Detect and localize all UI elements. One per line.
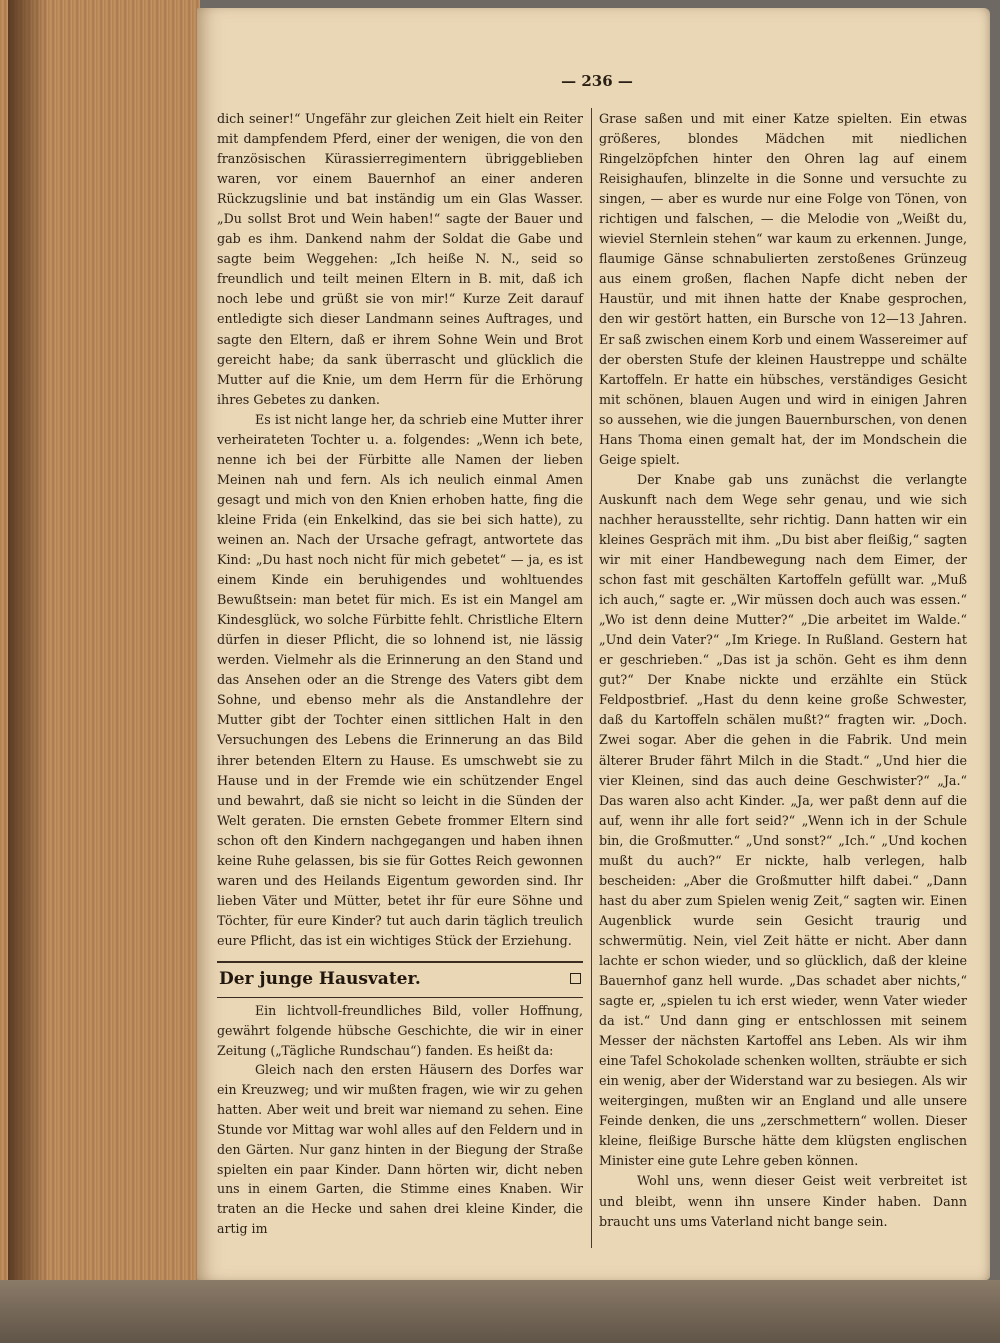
paragraph: Ein lichtvoll-freundliches Bild, voller Hoffnung, gewährt folgende hübsche Geschichte, die wir in einer Zeitung („Tägliche Rundschau“) fanden. Es heißt da: [217, 1003, 583, 1058]
page-number: — 236 — [561, 72, 633, 90]
section-heading: Der junge Hausvater. [219, 969, 421, 989]
book-page [197, 8, 990, 1280]
page-edge-shadow [8, 0, 48, 1343]
paragraph: Es ist nicht lange her, da schrieb eine Mutter ihrer verheirateten Tochter u. a. folgendes: „Wenn ich bete, nenne ich bei der Fürbitte alle Namen der lieben Meinen nah und fern. Als ich neulich einmal Amen gesagt und mich von den Knien erhoben hatte, fing die kleine Frida (ein Enkelkind, das sie bei sich hatte), zu weinen an. Nach der Ursache gefragt, antwortete das Kind: „Du hast noch nicht für mich gebetet“ — ja, es ist einem Kinde ein beruhigendes und wohltuendes Bewußtsein: man betet für mich. Es ist ein Mangel am Kindesglück, wo solche Fürbitte fehlt. Christliche Eltern dürfen in dieser Pflicht, die so lohnend ist, nie lässig werden. Vielmehr als die Erinnerung an den Stand und das Ansehen oder an die Strenge des Vaters gibt dem Sohne, und ebenso mehr als die Anstandlehre der Mutter gibt der Tochter einen sittlichen Halt in den Versuchungen des Lebens die Erinnerung an das Bild ihrer betenden Eltern zu Hause. Es umschwebt sie zu Hause und in der Fremde wie ein schützender Engel und bewahrt, daß sie nicht so leicht in die Sünden der Welt geraten. Die ernsten Gebete frommer Eltern sind schon oft den Kindern nachgegangen und haben ihnen keine Ruhe gelassen, bis sie für Gottes Reich gewonnen waren und des Heilands Eigentum geworden sind. Ihr lieben Väter und Mütter, betet ihr für eure Söhne und Töchter, für eure Kinder? tut auch darin täglich treulich eure Pflicht, das ist ein wichtiges Stück der Erziehung. [217, 411, 583, 948]
column-divider [591, 108, 592, 1248]
paragraph: Gleich nach den ersten Häusern des Dorfes war ein Kreuzweg; und wir mußten fragen, wie wir zu gehen hatten. Aber weit und breit war niemand zu sehen. Eine Stunde vor Mittag war wohl alles auf den Feldern und in den Gärten. Nur ganz hinten in der Biegung der Straße spielten ein paar Kinder. Dann hörten wir, dicht neben uns in einem Garten, die Stimme eines Knaben. Wir traten an die Hecke und sahen drei kleine Kinder, die artig im [217, 1062, 583, 1236]
section-body [217, 1001, 583, 1239]
book-bottom-edge [0, 1280, 1000, 1343]
right-column [599, 109, 967, 1232]
paragraph: dich seiner!“ Ungefähr zur gleichen Zeit hielt ein Reiter mit dampfendem Pferd, einer der wenigen, die von den französischen Kürassierregimentern übriggeblieben waren, vor einem Bauernhof an einer anderen Rückzugslinie und bat inständig um ein Glas Wasser. „Du sollst Brot und Wein haben!“ sagte der Bauer und gab es ihm. Dankend nahm der Soldat die Gabe und sagte beim Weggehen: „Ich heiße N. N., seid so freundlich und teilt meinen Eltern in B. mit, daß ich noch lebe und grüßt sie von mir!“ Kurze Zeit darauf entledigte sich dieser Landmann seines Auftrages, und sagte den Eltern, daß er ihrem Sohne Wein und Brot gereicht habe; da sank überrascht und glücklich die Mutter auf die Knie, um dem Herrn für die Erhörung ihres Gebetes zu danken. [217, 111, 583, 407]
section-header [217, 961, 583, 998]
square-ornament-icon [570, 973, 581, 984]
left-column [217, 109, 583, 951]
paragraph: Der Knabe gab uns zunächst die verlangte Auskunft nach dem Wege sehr genau, und wie sich nachher herausstellte, sehr richtig. Dann hatten wir ein kleines Gespräch mit ihm. „Du bist aber fleißig,“ sagten wir mit einer Handbewegung nach dem Eimer, der schon fast mit geschälten Kartoffeln gefüllt war. „Muß ich auch,“ sagte er. „Wir müssen doch auch was essen.“ „Wo ist denn deine Mutter?“ „Die arbeitet im Walde.“ „Und dein Vater?“ „Im Kriege. In Rußland. Gestern hat er geschrieben.“ „Das ist ja schön. Geht es ihm denn gut?“ Der Knabe nickte und erzählte ein Stück Feldpostbrief. „Hast du denn keine große Schwester, daß du Kartoffeln schälen mußt?“ fragten wir. „Doch. Zwei sogar. Aber die gehen in die Fabrik. Und mein älterer Bruder fährt Milch in die Stadt.“ „Und hier die vier Kleinen, sind das auch deine Geschwister?“ „Ja.“ Das waren also acht Kinder. „Ja, wer paßt denn auf die auf, wenn ihr alle fort seid?“ „Wenn ich in der Schule bin, die Großmutter.“ „Und sonst?“ „Ich.“ „Und kochen mußt du auch?“ Er nickte, halb verlegen, halb bescheiden: „Aber die Großmutter hilft dabei.“ „Dann hast du aber zum Spielen wenig Zeit,“ sagten wir. Einen Augenblick wurde sein Gesicht traurig und schwermütig. Nein, viel Zeit hätte er nicht. Aber dann lachte er schon wieder, und so glücklich, daß der kleine Bauernhof ganz hell wurde. „Das schadet aber nichts,“ sagte er, „spielen tu ich erst wieder, wenn Vater wieder da ist.“ Und dann ging er entschlossen mit seinem Messer der nächsten Kartoffel ans Leben. Als wir ihm eine Tafel Schokolade schenken wollten, sträubte er sich ein wenig, aber der Widerstand war zu besiegen. Als wir weitergingen, mußten wir an England und alle unsere Feinde denken, die uns „zerschmettern“ wollen. Dieser kleine, fleißige Bursche hätte dem klügsten englischen Minister eine gute Lehre geben können. [599, 471, 967, 1169]
paragraph: Wohl uns, wenn dieser Geist weit verbreitet ist und bleibt, wenn ihn unsere Kinder haben. Dann braucht uns ums Vaterland nicht bange sein. [599, 1173, 967, 1229]
paragraph: Grase saßen und mit einer Katze spielten. Ein etwas größeres, blondes Mädchen mit niedlichen Ringelzöpfchen hinter den Ohren lag auf einem Reisighaufen, blinzelte in die Sonne und versuchte zu singen, — aber es wurde nur eine Folge von Tönen, von richtigen und falschen, — die Melodie von „Weißt du, wieviel Sternlein stehen“ war kaum zu erkennen. Junge, flaumige Gänse schnabulierten zerstoßenes Grünzeug aus einem großen, flachen Napfe dicht neben der Haustür, und mit ihnen hatte der Knabe gesprochen, den wir gestört hatten, ein Bursche von 12—13 Jahren. Er saß zwischen einem Korb und einem Wassereimer auf der obersten Stufe der kleinen Haustreppe und schälte Kartoffeln. Er hatte ein hübsches, verständiges Gesicht mit schönen, blauen Augen und wird in einigen Jahren so aussehen, wie die jungen Bauernburschen, von denen Hans Thoma einen gemalt hat, der im Mondschein die Geige spielt. [599, 111, 967, 467]
